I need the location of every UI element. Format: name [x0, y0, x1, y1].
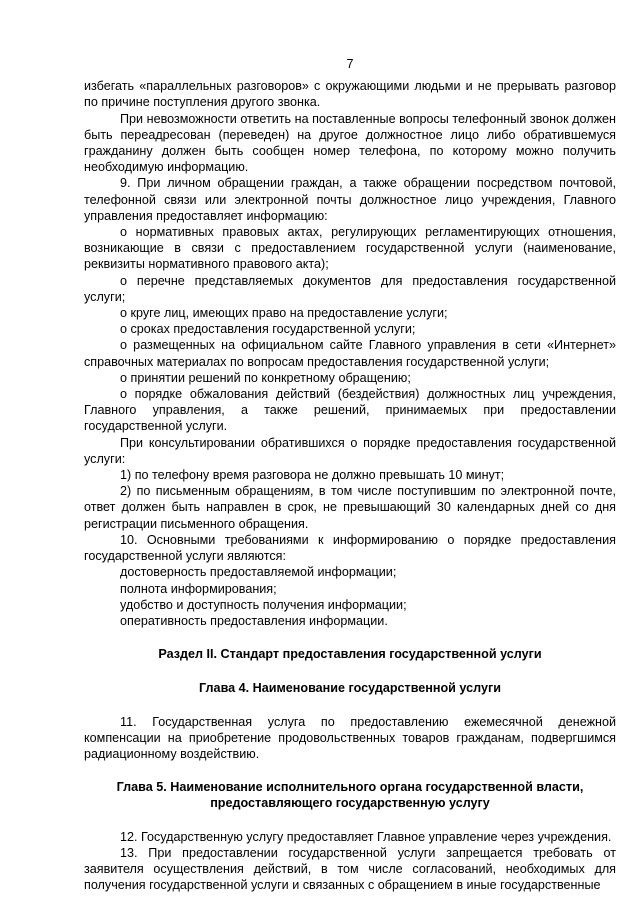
- info-item-appeal-procedure: о порядке обжалования действий (бездействия) должностных лиц учреждения, Главного управления, а также решений, принимаемых при предоставлении государственной услуги.: [84, 387, 616, 434]
- paragraph-13: 13. При предоставлении государственной услуги запрещается требовать от заявителя осуществления действий, в том числе согласований, необходимых для получения государственной услуги и связанных с обращением в иные государственные: [84, 845, 616, 893]
- requirement-item: достоверность предоставляемой информации;: [120, 565, 397, 580]
- requirement-item: удобство и доступность получения информации;: [120, 597, 407, 612]
- info-item-website-materials: о размещенных на официальном сайте Главного управления в сети «Интернет» справочных материалах по вопросам предоставления государственной услуги;: [84, 338, 616, 369]
- paragraph-9: 9. При личном обращении граждан, а также обращении посредством почтовой, телефонной связи или электронной почты должностное лицо учреждения, Главного управления предоставляет информацию:: [84, 176, 616, 223]
- chapter-5-heading: Глава 5. Наименование исполнительного органа государственной власти, предоставляющего государственную услугу: [116, 780, 584, 811]
- paragraph-continuation: избегать «параллельных разговоров» с окружающими людьми и не прерывать разговор по причине поступления другого звонка.: [84, 79, 616, 110]
- page-number: 7: [346, 57, 354, 71]
- info-item-eligible-persons: о круге лиц, имеющих право на предоставление услуги;: [120, 306, 448, 321]
- section-2-heading: Раздел II. Стандарт предоставления государственной услуги: [158, 647, 542, 662]
- document-page: [84, 56, 616, 893]
- chapter-4-heading: Глава 4. Наименование государственной услуги: [199, 681, 501, 696]
- requirement-item: полнота информирования;: [120, 581, 277, 596]
- paragraph-10: 10. Основными требованиями к информированию о порядке предоставления государственной услуги являются:: [84, 532, 616, 564]
- paragraph-12: 12. Государственную услугу предоставляет Главное управление через учреждения.: [120, 829, 612, 844]
- requirement-item: оперативность предоставления информации.: [120, 613, 388, 628]
- info-item-deadlines: о сроках предоставления государственной услуги;: [120, 322, 416, 337]
- paragraph-redirect-call: При невозможности ответить на поставленные вопросы телефонный звонок должен быть переадресован (переведен) на другое должностное лицо либо обратившемуся гражданину должен быть сообщен номер телефона, по которому можно получить необходимую информацию.: [84, 111, 616, 175]
- info-item-decisions: о принятии решений по конкретному обращению;: [120, 370, 411, 385]
- info-item-normative-acts: о нормативных правовых актах, регулирующих регламентирующих отношения, возникающие в связи с предоставлением государственной услуги (наименование, реквизиты нормативного правового акта);: [84, 225, 616, 272]
- consultation-item-written: 2) по письменным обращениям, в том числе поступившим по электронной почте, ответ должен быть направлен в срок, не превышающий 30 календарных дней со дня регистрации письменного обращения.: [84, 484, 616, 531]
- info-item-documents-list: о перечне представляемых документов для предоставления государственной услуги;: [84, 273, 616, 304]
- paragraph-consultation: При консультировании обратившихся о порядке предоставления государственной услуги:: [84, 435, 616, 466]
- paragraph-11: 11. Государственная услуга по предоставлению ежемесячной денежной компенсации на приобретение продовольственных товаров гражданам, подвергшимся радиационному воздействию.: [84, 714, 616, 761]
- consultation-item-phone: 1) по телефону время разговора не должно превышать 10 минут;: [120, 468, 505, 483]
